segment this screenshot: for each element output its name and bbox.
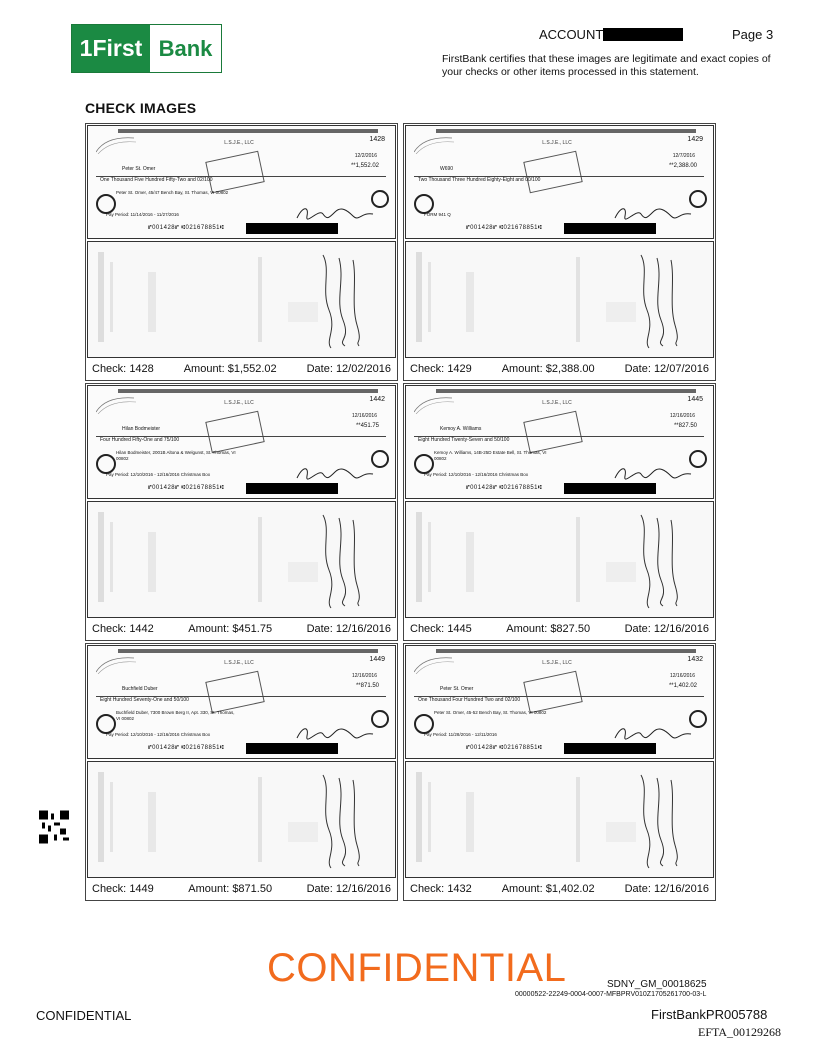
check-date: 12/16/2016 bbox=[351, 673, 377, 679]
check-stamp bbox=[523, 151, 582, 194]
endorsement-handwriting bbox=[317, 770, 365, 870]
check-payer-name: L.S.J.E., LLC bbox=[224, 140, 254, 146]
signature-graphic bbox=[295, 464, 375, 482]
check-micr-line: ⑈001428⑈ ⑆021678851⑆ bbox=[148, 745, 225, 751]
check-caption bbox=[404, 360, 715, 378]
check-micr-line: ⑈001428⑈ ⑆021678851⑆ bbox=[466, 485, 543, 491]
caption-check bbox=[410, 623, 472, 635]
check-top-band bbox=[118, 649, 378, 653]
endorsement-handwriting bbox=[635, 770, 683, 870]
caption-amount bbox=[184, 363, 277, 375]
caption-date-value: 12/16/2016 bbox=[653, 883, 709, 895]
check-redaction bbox=[246, 483, 338, 494]
caption-amount-label: Amount: bbox=[501, 363, 543, 375]
check-corner-ornament bbox=[96, 134, 136, 154]
caption-check-number: 1429 bbox=[447, 363, 472, 375]
check-panel bbox=[85, 643, 398, 901]
check-top-band bbox=[436, 129, 696, 133]
caption-date-value: 12/16/2016 bbox=[335, 623, 391, 635]
check-back-image bbox=[87, 501, 396, 618]
sdny-bates: SDNY_GM_00018625 bbox=[607, 979, 707, 990]
check-number: 1442 bbox=[369, 396, 385, 403]
check-payee: Kemoy A. Williams bbox=[440, 426, 482, 432]
caption-check bbox=[92, 883, 154, 895]
check-panel bbox=[403, 643, 716, 901]
check-back-image bbox=[87, 241, 396, 358]
check-memo: Pay Period: 11/14/2016 - 11/27/2016 bbox=[106, 212, 179, 217]
confidential-label: CONFIDENTIAL bbox=[36, 1008, 132, 1023]
check-stamp bbox=[523, 411, 582, 454]
check-date: 12/16/2016 bbox=[669, 673, 695, 679]
caption-check bbox=[92, 363, 154, 375]
caption-check-number: 1432 bbox=[447, 883, 472, 895]
check-caption bbox=[404, 620, 715, 638]
caption-date bbox=[307, 623, 391, 635]
check-payer-name: L.S.J.E., LLC bbox=[542, 660, 572, 666]
check-front-image bbox=[405, 125, 714, 239]
check-corner-ornament bbox=[414, 394, 454, 414]
check-payee-address: Peter St. Omer, 45-52 Bench Bay, St. Thomas, VI 00802 bbox=[434, 710, 547, 715]
account-redaction bbox=[603, 28, 683, 41]
caption-check-label: Check: bbox=[410, 883, 445, 895]
caption-amount-label: Amount: bbox=[501, 883, 543, 895]
check-corner-ornament bbox=[414, 654, 454, 674]
check-redaction bbox=[564, 223, 656, 234]
check-payee-address: Peter St. Omer, 45/47 Bench Bay, St. Thomas, VI 00802 bbox=[116, 190, 229, 195]
caption-check-number: 1445 bbox=[447, 623, 472, 635]
check-redaction bbox=[564, 743, 656, 754]
caption-check-label: Check: bbox=[92, 623, 127, 635]
check-corner-ornament bbox=[96, 654, 136, 674]
check-date: 12/16/2016 bbox=[669, 413, 695, 419]
check-panel bbox=[85, 383, 398, 641]
check-payer-name: L.S.J.E., LLC bbox=[542, 140, 572, 146]
check-micr-line: ⑈001428⑈ ⑆021678851⑆ bbox=[148, 225, 225, 231]
check-payee: Buchfield Duber bbox=[122, 686, 158, 692]
caption-date-value: 12/16/2016 bbox=[653, 623, 709, 635]
check-corner-ornament bbox=[414, 134, 454, 154]
caption-amount-value: $2,388.00 bbox=[545, 363, 595, 375]
caption-check bbox=[92, 623, 154, 635]
endorsement-handwriting bbox=[317, 510, 365, 610]
caption-check bbox=[410, 363, 472, 375]
check-panel bbox=[403, 383, 716, 641]
check-bank-seal bbox=[96, 454, 116, 474]
caption-date-label: Date: bbox=[306, 883, 333, 895]
caption-date-label: Date: bbox=[624, 883, 651, 895]
signature-graphic bbox=[295, 724, 375, 742]
caption-date bbox=[307, 363, 391, 375]
caption-amount-label: Amount: bbox=[183, 363, 225, 375]
check-memo: Pay Period: 12/10/2016 - 12/16/2016 Christmas Box bbox=[106, 472, 211, 477]
caption-amount-value: $451.75 bbox=[232, 623, 273, 635]
check-amount-box: **1,402.02 bbox=[668, 683, 697, 689]
check-payer-name: L.S.J.E., LLC bbox=[224, 660, 254, 666]
check-stamp bbox=[205, 151, 264, 194]
caption-check-label: Check: bbox=[410, 623, 445, 635]
check-date: 12/7/2016 bbox=[672, 153, 695, 159]
check-front-image bbox=[405, 645, 714, 759]
check-caption bbox=[86, 620, 397, 638]
caption-date bbox=[625, 883, 709, 895]
check-bank-seal bbox=[414, 454, 434, 474]
check-memo: Pay Period: 11/28/2016 - 12/11/2016 bbox=[424, 732, 497, 737]
check-number: 1428 bbox=[369, 136, 385, 143]
caption-check bbox=[410, 883, 472, 895]
check-number: 1432 bbox=[687, 656, 703, 663]
check-top-band bbox=[436, 649, 696, 653]
check-date: 12/2/2016 bbox=[354, 153, 377, 159]
section-title: CHECK IMAGES bbox=[85, 100, 197, 116]
signature-graphic bbox=[613, 464, 693, 482]
check-stamp bbox=[205, 671, 264, 714]
check-front-image bbox=[87, 385, 396, 499]
signature-graphic bbox=[613, 204, 693, 222]
account-label bbox=[539, 27, 683, 42]
caption-amount-value: $1,552.02 bbox=[227, 363, 277, 375]
check-top-band bbox=[118, 129, 378, 133]
caption-date-value: 12/02/2016 bbox=[335, 363, 391, 375]
check-stamp bbox=[523, 671, 582, 714]
signature-graphic bbox=[295, 204, 375, 222]
check-payee: Hilan Bodmeister bbox=[122, 426, 161, 432]
caption-date-value: 12/16/2016 bbox=[335, 883, 391, 895]
check-micr-line: ⑈001428⑈ ⑆021678851⑆ bbox=[466, 745, 543, 751]
check-front-image bbox=[87, 645, 396, 759]
caption-check-label: Check: bbox=[92, 363, 127, 375]
certification-text: FirstBank certifies that these images are legitimate and exact copies of your checks or other items processed in this statement. bbox=[442, 53, 771, 78]
check-panel bbox=[403, 123, 716, 381]
caption-check-number: 1428 bbox=[129, 363, 154, 375]
check-amount-words: Four Hundred Fifty-One and 75/100 bbox=[100, 437, 180, 443]
caption-date-value: 12/07/2016 bbox=[653, 363, 709, 375]
check-number: 1445 bbox=[687, 396, 703, 403]
logo-part-2: Bank bbox=[150, 25, 221, 72]
caption-amount bbox=[502, 363, 595, 375]
check-amount-words: One Thousand Five Hundred Fifty-Two and 02/100 bbox=[100, 177, 213, 183]
check-payee-address: Hilan Bodmeister, 2001B Altona & Welgunst, St. Thomas, VI 00802 bbox=[116, 450, 236, 461]
check-redaction bbox=[246, 223, 338, 234]
check-front-image bbox=[87, 125, 396, 239]
caption-date-label: Date: bbox=[306, 363, 333, 375]
confidential-watermark: CONFIDENTIAL bbox=[267, 946, 567, 990]
check-top-band bbox=[118, 389, 378, 393]
check-bank-seal bbox=[414, 194, 434, 214]
check-amount-box: **1,552.02 bbox=[350, 163, 379, 169]
check-caption bbox=[86, 880, 397, 898]
check-memo: Pay Period: 12/10/2016 - 12/16/2016 Christmas Box bbox=[106, 732, 211, 737]
caption-amount-label: Amount: bbox=[188, 883, 230, 895]
check-back-image bbox=[405, 501, 714, 618]
caption-check-label: Check: bbox=[92, 883, 127, 895]
caption-amount bbox=[502, 883, 595, 895]
check-stamp bbox=[205, 411, 264, 454]
check-caption bbox=[86, 360, 397, 378]
caption-amount-value: $827.50 bbox=[550, 623, 591, 635]
check-amount-box: **451.75 bbox=[355, 423, 379, 429]
signature-graphic bbox=[613, 724, 693, 742]
firstbank-logo bbox=[71, 24, 222, 73]
check-amount-box: **871.50 bbox=[355, 683, 379, 689]
check-top-band bbox=[436, 389, 696, 393]
caption-amount bbox=[188, 883, 272, 895]
firstbank-bates: FirstBankPR005788 bbox=[651, 1007, 768, 1022]
check-payee: Peter St. Omer bbox=[440, 686, 474, 692]
caption-date bbox=[625, 623, 709, 635]
check-corner-ornament bbox=[96, 394, 136, 414]
caption-amount-label: Amount: bbox=[188, 623, 230, 635]
check-bank-seal bbox=[96, 714, 116, 734]
check-caption bbox=[404, 880, 715, 898]
caption-amount bbox=[506, 623, 590, 635]
check-amount-words: Eight Hundred Twenty-Seven and 50/100 bbox=[418, 437, 510, 443]
caption-check-number: 1449 bbox=[129, 883, 154, 895]
check-amount-box: **2,388.00 bbox=[668, 163, 697, 169]
check-back-image bbox=[87, 761, 396, 878]
check-payee-address: Kemoy A. Williams, 14B-25D Estate Bell, St. Thomas, VI 00802 bbox=[434, 450, 547, 461]
check-number: 1449 bbox=[369, 656, 385, 663]
sdny-subcode: 00000522-22249-0004-0007-MFBPRV010Z1705261700-03-L bbox=[515, 991, 707, 998]
check-memo: FORM 941 Q bbox=[424, 212, 451, 217]
check-amount-words: Eight Hundred Seventy-One and 50/100 bbox=[100, 697, 189, 703]
endorsement-handwriting bbox=[317, 250, 365, 350]
check-date: 12/16/2016 bbox=[351, 413, 377, 419]
check-payee: W690 bbox=[440, 166, 454, 172]
check-memo: Pay Period: 12/10/2016 - 12/16/2016 Christmas Box bbox=[424, 472, 529, 477]
qr-code bbox=[39, 810, 69, 844]
caption-date bbox=[307, 883, 391, 895]
check-bank-seal bbox=[414, 714, 434, 734]
check-number: 1429 bbox=[687, 136, 703, 143]
caption-date-label: Date: bbox=[306, 623, 333, 635]
check-payer-name: L.S.J.E., LLC bbox=[224, 400, 254, 406]
check-payee: Peter St. Omer bbox=[122, 166, 156, 172]
account-text: ACCOUNT bbox=[539, 27, 604, 42]
check-payer-name: L.S.J.E., LLC bbox=[542, 400, 572, 406]
endorsement-handwriting bbox=[635, 510, 683, 610]
caption-date bbox=[625, 363, 709, 375]
check-bank-seal bbox=[96, 194, 116, 214]
check-amount-words: One Thousand Four Hundred Two and 02/100 bbox=[418, 697, 521, 703]
check-back-image bbox=[405, 761, 714, 878]
check-amount-box: **827.50 bbox=[673, 423, 697, 429]
efta-number: EFTA_00129268 bbox=[698, 1025, 782, 1039]
check-micr-line: ⑈001428⑈ ⑆021678851⑆ bbox=[148, 485, 225, 491]
caption-amount-label: Amount: bbox=[506, 623, 548, 635]
caption-date-label: Date: bbox=[624, 363, 651, 375]
check-micr-line: ⑈001428⑈ ⑆021678851⑆ bbox=[466, 225, 543, 231]
caption-amount bbox=[188, 623, 272, 635]
logo-part-1: 1First bbox=[72, 25, 150, 72]
check-back-image bbox=[405, 241, 714, 358]
check-redaction bbox=[564, 483, 656, 494]
check-panel bbox=[85, 123, 398, 381]
page-number: Page 3 bbox=[732, 27, 774, 42]
caption-date-label: Date: bbox=[624, 623, 651, 635]
endorsement-handwriting bbox=[635, 250, 683, 350]
caption-amount-value: $1,402.02 bbox=[545, 883, 595, 895]
caption-check-label: Check: bbox=[410, 363, 445, 375]
check-payee-address: Buchfield Duber, 7300 Brown Berg II, Apt. 330, St. Thomas, VI 00802 bbox=[116, 710, 235, 721]
check-front-image bbox=[405, 385, 714, 499]
check-amount-words: Two Thousand Three Hundred Eighty-Eight and 00/100 bbox=[418, 177, 541, 183]
check-redaction bbox=[246, 743, 338, 754]
caption-amount-value: $871.50 bbox=[232, 883, 273, 895]
caption-check-number: 1442 bbox=[129, 623, 154, 635]
